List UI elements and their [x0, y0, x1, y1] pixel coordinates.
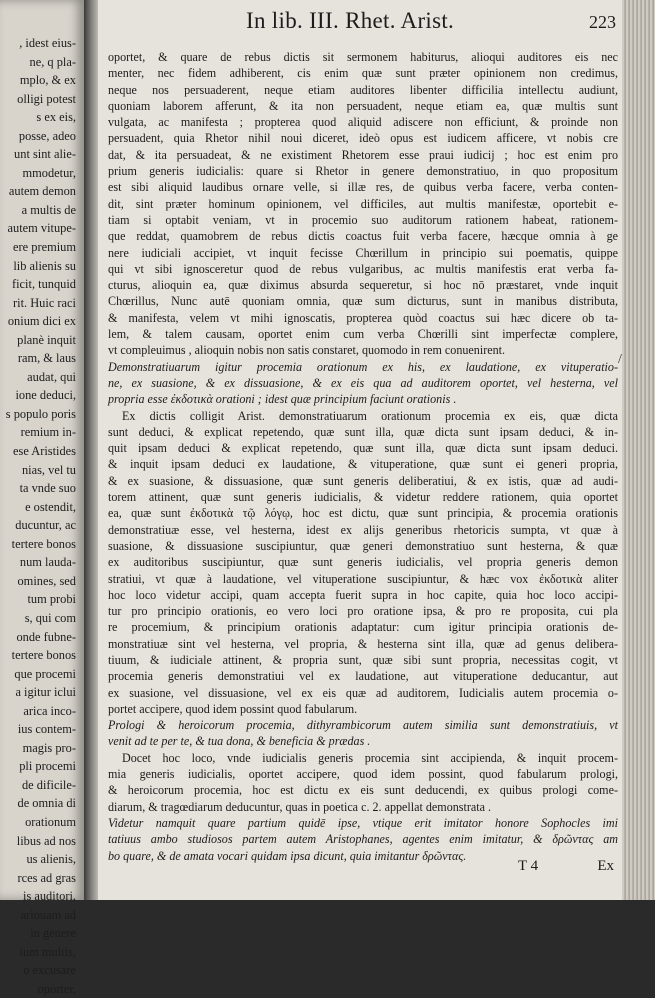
body-line: est sibi aliquid laudibus ornare velle, si illæ res, de quibus verba facere, verba conten- — [108, 180, 618, 195]
left-page-line: autem demon — [8, 184, 76, 199]
left-page-line: s, qui com — [24, 610, 76, 625]
body-line: Chœrillus, Nunc autē quoniam omnia, quæ sum dicturus, sunt in manibus distributa, — [108, 294, 618, 309]
left-page-line: ariouam ad — [20, 907, 76, 922]
left-page-line: nias, vel tu — [21, 462, 76, 477]
left-page-line: tum probi — [27, 592, 76, 607]
body-line: stratiui, vt quæ à laudatione, vel vituperatione suscipiuntur, & hæc vox ἐκδοτικὰ aliter — [108, 571, 618, 586]
left-facing-page — [0, 0, 84, 996]
left-page-line: orationum — [25, 814, 76, 829]
left-page-line: magis pro- — [22, 740, 76, 755]
main-text-block — [108, 49, 618, 864]
left-page-line: ius contem- — [17, 722, 76, 737]
body-line: procemia generis demonstratiui vel ex laudatione, aut vituperatione deducantur, aut — [108, 669, 618, 684]
page-footer — [98, 858, 622, 882]
left-page-line: audat, qui — [27, 369, 76, 384]
quotation-line: ne, ex suasione, & ex dissuasione, & ex eis qua ad auditorem oportet, vel hesterna, vel — [108, 375, 618, 390]
left-page-line: onde fubne- — [16, 629, 76, 644]
left-page-line: ione deduci, — [15, 388, 76, 403]
left-page-line: olligi potest — [17, 91, 76, 106]
body-line: persuadent, quia Rhetor nihil noui diceret, ideò opus est iudicem afficere, vt nobis cre — [108, 131, 618, 146]
body-line: tiam si optabit veniam, vt in procemio suo auditorum rationem habeat, rationem- — [108, 212, 618, 227]
right-page — [98, 0, 622, 900]
left-page-line: unt sint alie- — [14, 147, 76, 162]
left-page-line: a multis de — [21, 202, 76, 217]
left-page-line: in genere — [30, 926, 76, 941]
left-page-line: de omnia di — [17, 796, 76, 811]
quotation-line: Demonstratiuarum igitur procemia orationum ex his, ex laudatione, ex vituperatio- — [108, 359, 618, 374]
left-page-line: pli procemi — [19, 759, 76, 774]
body-line: ex auditoribus suscipiuntur, quæ sunt generis iudicialis, vel propria generis demon — [108, 555, 618, 570]
catchword: Ex — [597, 858, 614, 874]
quotation-line: venit ad te per te, & tua dona, & beneficia & prædas . — [108, 734, 371, 749]
left-page-line: , idest eius- — [19, 36, 76, 50]
left-page-line: remium in- — [20, 425, 76, 440]
left-page-line: us alienis, — [26, 852, 76, 867]
body-line: lem, & talem causam, oportet enim cum verba Chœrilli sint imperfectæ complere, — [108, 327, 618, 342]
left-page-line: ducuntur, ac — [15, 518, 76, 533]
left-page-line: rit. Huic raci — [13, 295, 76, 310]
body-line: tiuum, & iudiciale attinent, & propria sunt, quæ sibi sunt propria, necessitas cogit, vt — [108, 652, 618, 667]
left-page-line: arica inco- — [23, 703, 76, 718]
left-page-line: libus ad nos — [16, 833, 76, 848]
left-page-line: rces ad gras — [17, 870, 76, 885]
left-page-line: mplo, & ex — [19, 73, 76, 88]
running-head — [98, 6, 622, 40]
body-line: sunt deduci, & explicat repetendo, quæ sunt illa, quæ dicta sunt ipsam deduci, & in- — [108, 424, 618, 439]
body-line: nere iudiciali accipiet, vt inquit fecisse Chœrillum in principio sui poematis, quippe — [108, 245, 618, 260]
left-page-line: onium dici ex — [7, 314, 76, 329]
body-line: & heroicorum procemia, hoc est dictu ex eis sunt deducendi, ex quibus prologi come- — [108, 783, 618, 798]
left-page-line: a igitur iclui — [15, 685, 76, 700]
body-line: cturus, alioquin ea, quæ diximus absurda sequeretur, si hoc nō præstaret, vnde inquit — [108, 278, 618, 293]
left-page-line: ne, q pla- — [29, 54, 76, 69]
page-edges — [622, 0, 655, 900]
body-line: ea, quæ sunt ἐκδοτικὰ τῷ λόγῳ, hoc est dictu, quæ sunt principia, & procemia orationis — [108, 506, 618, 521]
body-line: quoniam laborem afferunt, & ita non persuadent, neque etiam ea, quæ multis sunt — [108, 98, 618, 113]
body-line: torem attinent, quæ sunt generis iudicialis, & videtur reddere rationem, quia oportet — [108, 490, 618, 505]
left-page-line: num lauda- — [19, 555, 76, 570]
left-page-line: autem vitupe- — [7, 221, 76, 236]
body-line: Docet hoc loco, vnde iudicialis generis procemia sint accipienda, & inquit procem- — [122, 750, 618, 765]
left-page-line: is auditori, — [23, 889, 76, 904]
quotation-line: Videtur namquit quare partium quidē ipse, vtique erit imitator honore Sophocles imi — [108, 815, 618, 830]
left-page-line: ere premium — [13, 240, 76, 255]
left-page-line: que procemi — [14, 666, 76, 681]
left-page-line: planè inquit — [17, 332, 76, 347]
body-line: vt compleuimus , alioquin nobis non satis constaret, quomodo in rem conuenirent. — [108, 343, 506, 358]
body-line: re procemium, & principium orationis adaptatur: cum igitur principia orationis de- — [108, 620, 618, 635]
page-number: 223 — [589, 12, 616, 32]
margin-mark: / — [618, 352, 622, 367]
body-line: menter, nec fidem adhiberent, cis enim quæ sunt præter opinionem non credimus, — [108, 66, 618, 81]
body-line: & manifesta, velem vt mihi ignoscatis, propterea quòd coactus sui hæc dicere ob ta- — [108, 310, 618, 325]
left-page-line: omines, sed — [17, 573, 76, 588]
left-page-text-column — [0, 34, 76, 998]
left-page-line: tertere bonos — [11, 536, 76, 551]
body-line: suasione, & dissuasione suscipiuntur, quæ generi demonstratiuo sunt hesterna, & quæ — [108, 538, 618, 553]
body-line: prium generis iudicialis: quare si Rhetor in genere demonstratiuo, in quo propositum — [108, 164, 618, 179]
body-line: ex suasione, vel dissuasione, vel ex eis quæ ad auditorem, Iudicialis autem procemia o- — [108, 685, 618, 700]
body-line: demonstratiuæ esse, vel hesterna, idest ex alijs generibus rhetoricis sumpta, vt quæ à — [108, 522, 618, 537]
body-line: diarum, & tragœdiarum deducuntur, quas in poetica c. 2. appellat demonstrata . — [108, 799, 492, 814]
left-page-line: oporter, — [37, 981, 76, 996]
body-line: portet accipere, quod idem possint quod fabularum. — [108, 701, 358, 716]
left-page-line: ram, & laus — [17, 351, 76, 366]
body-line: Ex dictis colligit Arist. demonstratiuarum orationum procemia ex eis, quæ dicta — [122, 408, 618, 423]
left-page-line: ese Aristides — [13, 444, 76, 459]
body-line: tur pro principio orationis, eo vero loci pro oratione ipsa, & pro re proposita, cui pla — [108, 604, 618, 619]
book-gutter — [84, 0, 98, 900]
body-line: & ex suasione, & dissuasione, quæ sunt generis deliberatiui, & ex istis, quæ ad audi- — [108, 473, 618, 488]
left-page-line: lib alienis su — [13, 258, 76, 273]
quotation-line: bo quare, & de amata vocari quidam ipsa dicunt, quia imitantur δρῶντας. — [108, 848, 467, 863]
signature-mark: T 4 — [518, 858, 539, 874]
body-line: oportet, & quare de rebus dictis sit sermonem habiturus, alioqui auditores eis nec — [108, 50, 618, 64]
left-page-line: s populo poris — [5, 406, 76, 421]
body-line: que reddat, quamobrem de rebus dictis coactus fuit verba facere, hæcque omnia à ge — [108, 229, 618, 244]
left-page-line: o excusare — [23, 963, 76, 978]
body-line: mia generis iudicialis, oportet accipere, quod idem possint, quod fabularum prologi, — [108, 767, 618, 782]
left-page-line: mmodetur, — [22, 165, 76, 180]
left-page-line: posse, adeo — [18, 128, 76, 143]
running-title: In lib. III. Rhet. Arist. — [246, 8, 455, 33]
body-line: neque nos persuaderent, neque etiam auditores libenter difficilia intellectu audiunt, — [108, 82, 618, 97]
quotation-line: Prologi & heroicorum procemia, dithyrambicorum autem similia sunt demonstratiuis, vt — [108, 718, 618, 733]
left-page-line: tertere bonos — [11, 648, 76, 663]
quotation-line: tatiuus ambo studiosos partem autem Aristophanes, agentes enim imitatur, & δρῶντας am — [108, 832, 618, 847]
body-line: monstratiuæ sint vel hesterna, vel propria, & hesterna sint illa, quæ ad genus delibera- — [108, 636, 618, 651]
body-line: hoc loco videtur accipi, quam accepta fuerit supra in hoc capite, quia hoc loco accipi- — [108, 587, 618, 602]
body-line: dit, sint præter hominum opinionem, vel difficiles, aut multis manifestæ, oportebit e- — [108, 196, 618, 211]
left-page-line: de dificile- — [21, 777, 76, 792]
left-page-line: ium multis, — [19, 944, 76, 959]
body-line: qui vt sibi ignosceretur quod de rebus vulgaribus, ac multis manifestis erat verba fa- — [108, 261, 618, 276]
left-page-line: ficit, tunquid — [11, 277, 76, 292]
body-line: & inquit ipsam deduci ex laudatione, & vituperatione, quæ sunt ei generi propria, — [108, 457, 618, 472]
body-line: dat, & ita persuadeat, & ne existiment Rhetorem esse praui iudicij ; hoc est enim pro — [108, 147, 618, 162]
left-page-line: ta vnde suo — [19, 481, 76, 496]
quotation-line: propria esse ἐκδοτικὰ orationi ; idest quæ principium faciunt orationis . — [108, 392, 457, 407]
body-line: vulgata, ac manifesta ; propterea quod aliquid adiscere non efficiunt, & proinde non — [108, 115, 618, 130]
body-line: quit ipsam deduci & explicat repetendo, quæ sunt illa, quæ dicta sunt ipsam deduci. — [108, 441, 618, 456]
left-page-line: s ex eis, — [36, 110, 76, 125]
left-page-line: e ostendit, — [25, 499, 76, 514]
